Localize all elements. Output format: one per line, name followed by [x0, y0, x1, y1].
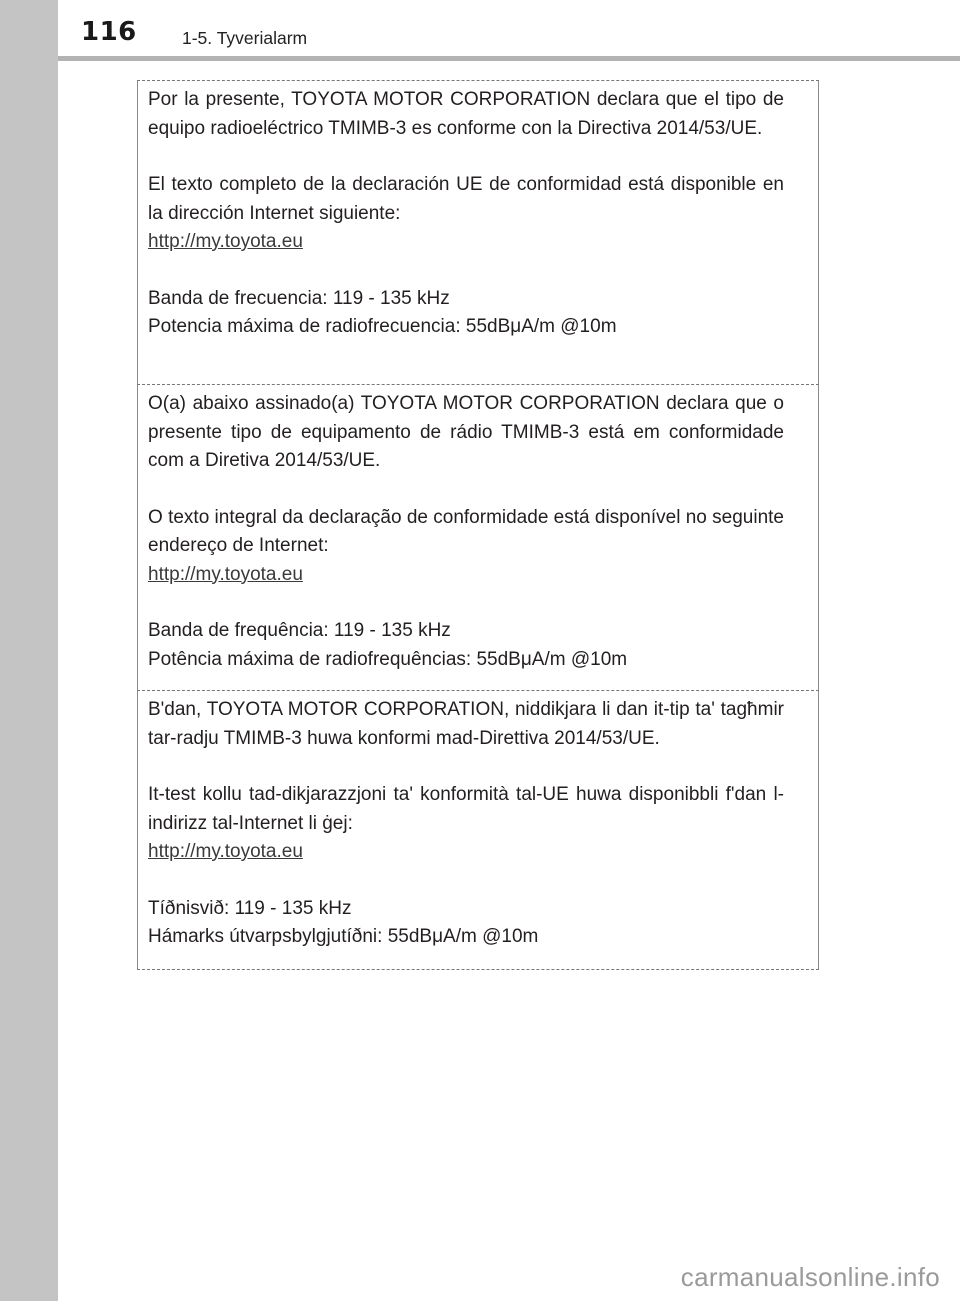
declaration-link[interactable]: http://my.toyota.eu — [148, 563, 303, 585]
section-divider-top — [137, 80, 819, 81]
availability-text: It-test kollu tad-dikjarazzjoni ta' konformità tal-UE huwa disponibbli f'dan l-indirizz tal-Internet li ġej: — [148, 784, 784, 834]
conformity-statement: O(a) abaixo assinado(a) TOYOTA MOTOR CORPORATION declara que o presente tipo de equipamento de rádio TMIMB-3 está em conformidade com a Diretiva 2014/53/UE. — [148, 393, 784, 471]
page-number: 116 — [81, 17, 137, 47]
frequency-band: Tíðnisvið: 119 - 135 kHz — [148, 897, 352, 919]
section-title: 1-5. Tyverialarm — [182, 28, 308, 48]
max-power: Potencia máxima de radiofrecuencia: 55dBμA/m @10m — [148, 316, 617, 337]
max-power: Potência máxima de radiofrequências: 55dBμA/m @10m — [148, 648, 628, 670]
page-header — [58, 0, 960, 62]
section-divider-bottom — [137, 969, 819, 970]
section-divider — [137, 690, 819, 691]
frequency-band: Banda de frecuencia: 119 - 135 kHz — [148, 287, 450, 309]
declaration-link[interactable]: http://my.toyota.eu — [148, 231, 303, 252]
declaration-maltese — [148, 696, 784, 952]
watermark: carmanualsonline.info — [680, 1262, 940, 1292]
availability-text: O texto integral da declaração de conformidade está disponível no seguinte endereço de Internet: — [148, 506, 784, 556]
conformity-statement: Por la presente, TOYOTA MOTOR CORPORATION declara que el tipo de equipo radioeléctrico TMIMB-3 es conforme con la Directiva 2014/53/UE. — [148, 89, 784, 139]
conformity-statement: B'dan, TOYOTA MOTOR CORPORATION, niddikjara li dan it-tip ta' tagħmir tar-radju TMIMB-3 huwa konformi mad-Direttiva 2014/53/UE. — [148, 699, 784, 749]
header-rule — [58, 56, 960, 61]
max-power: Hámarks útvarpsbylgjutíðni: 55dBμA/m @10m — [148, 926, 539, 947]
declaration-link[interactable]: http://my.toyota.eu — [148, 841, 303, 862]
availability-text: El texto completo de la declaración UE de conformidad está disponible en la dirección Internet siguiente: — [148, 174, 784, 224]
section-divider — [137, 384, 819, 385]
frequency-band: Banda de frequência: 119 - 135 kHz — [148, 620, 451, 641]
page-margin-strip — [0, 0, 58, 1301]
declaration-spanish — [148, 86, 784, 342]
declaration-portuguese — [148, 390, 784, 674]
